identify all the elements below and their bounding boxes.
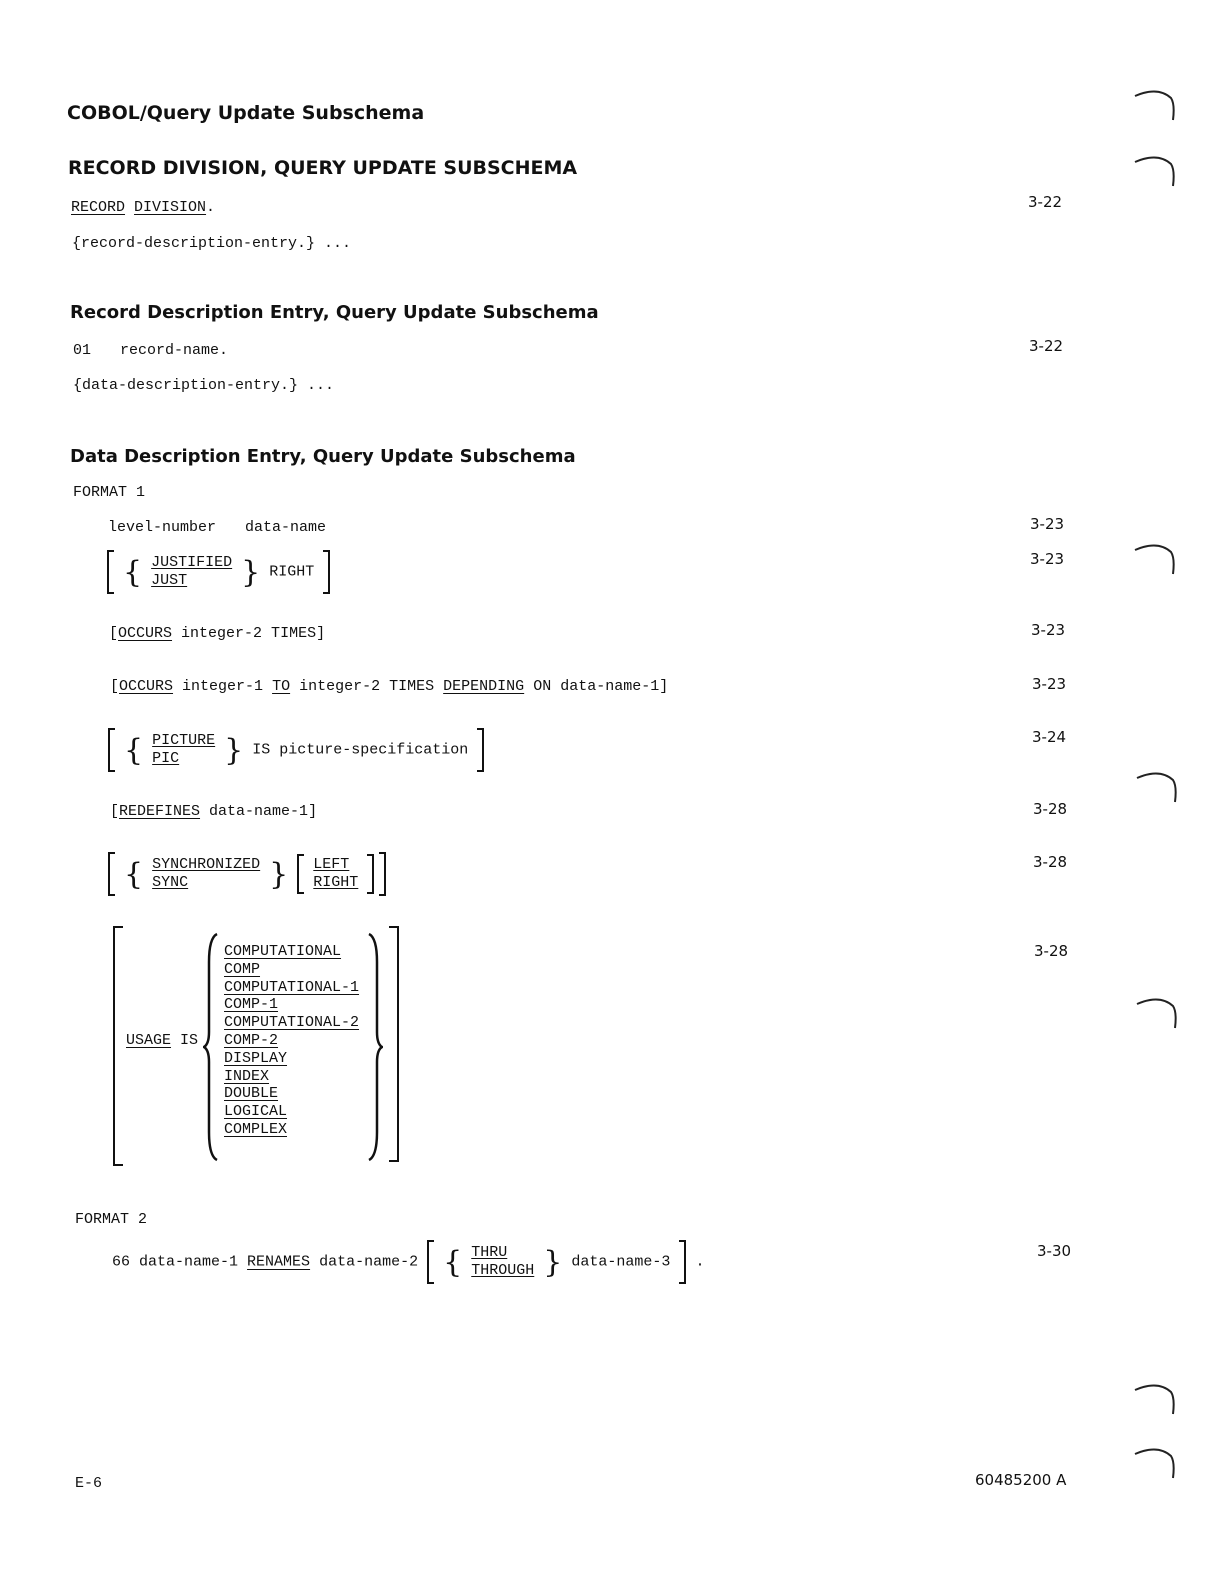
- occurs-clause-1: [109, 625, 325, 642]
- open-brace: {: [124, 856, 144, 892]
- record-division-line: [71, 199, 215, 216]
- picture-clause: [108, 728, 484, 772]
- usage-option: DOUBLE: [224, 1085, 279, 1103]
- thru-options: [471, 1244, 534, 1280]
- left-right-options: [313, 856, 358, 892]
- binder-ring-icon: [1133, 1444, 1178, 1484]
- usage-close-bracket: [389, 926, 399, 1162]
- usage-option: COMPUTATIONAL-2: [224, 1014, 360, 1032]
- ref-sync: 3-28: [1033, 853, 1068, 871]
- integer-2-times: integer-2 TIMES: [299, 678, 435, 695]
- justified-keyword: JUSTIFIED: [151, 554, 233, 571]
- usage-option: COMP-2: [224, 1031, 279, 1049]
- on-data-name: ON data-name-1]: [533, 678, 669, 695]
- level-number-line: [108, 519, 326, 536]
- synchronized-keyword: SYNCHRONIZED: [152, 856, 261, 873]
- is-keyword: IS: [180, 1032, 199, 1049]
- footer-document-number: 60485200 A: [975, 1471, 1067, 1489]
- close-bracket: [679, 1240, 686, 1284]
- usage-options: [224, 943, 359, 1139]
- depending-keyword: DEPENDING: [443, 678, 525, 695]
- usage-keywords: [126, 1032, 198, 1049]
- open-bracket: [108, 728, 115, 772]
- level-01: 01: [73, 342, 92, 359]
- ref-usage: 3-28: [1034, 942, 1069, 960]
- binder-ring-icon: [1133, 540, 1178, 580]
- open-brace: {: [124, 732, 144, 768]
- open-bracket: [108, 852, 115, 896]
- division-keyword: DIVISION: [134, 199, 207, 216]
- sync-options: [152, 856, 260, 892]
- close-brace: }: [543, 1244, 563, 1280]
- right-keyword: RIGHT: [269, 563, 315, 581]
- just-keyword: JUST: [151, 572, 188, 589]
- format2-label: FORMAT 2: [75, 1211, 148, 1228]
- data-name-3: data-name-3: [571, 1253, 671, 1271]
- binder-ring-icon: [1135, 768, 1180, 808]
- occurs-keyword: OCCURS: [119, 678, 174, 695]
- occurs-keyword: OCCURS: [118, 625, 173, 642]
- to-keyword: TO: [272, 678, 291, 695]
- justified-options: [151, 554, 232, 590]
- open-bracket: [: [110, 803, 120, 820]
- close-bracket: [477, 728, 484, 772]
- data-name: data-name: [245, 519, 327, 536]
- usage-option: DISPLAY: [224, 1049, 288, 1067]
- redefines-keyword: REDEFINES: [119, 803, 201, 820]
- period: .: [206, 199, 216, 216]
- binder-ring-icon: [1133, 152, 1178, 192]
- inner-open-bracket: [297, 854, 304, 894]
- left-keyword: LEFT: [313, 856, 350, 873]
- sync-clause: [108, 852, 386, 896]
- close-brace: }: [224, 732, 244, 768]
- page-title: COBOL/Query Update Subschema: [67, 102, 425, 124]
- binder-ring-icon: [1133, 1380, 1178, 1420]
- occurs-clause-2: [110, 678, 668, 695]
- picture-options: [152, 732, 215, 768]
- ref-occurs-2: 3-23: [1032, 675, 1067, 693]
- usage-option: COMPUTATIONAL: [224, 943, 342, 960]
- usage-option: COMPLEX: [224, 1120, 288, 1138]
- usage-option: COMP: [224, 960, 261, 978]
- open-bracket: [427, 1240, 434, 1284]
- redefines-rest: data-name-1]: [209, 803, 318, 820]
- sync-keyword: SYNC: [152, 874, 189, 891]
- open-brace: {: [443, 1244, 463, 1280]
- integer-1: integer-1: [182, 678, 264, 695]
- data-name-2: data-name-2: [319, 1253, 419, 1271]
- usage-open-brace: [203, 932, 219, 1162]
- ref-record-description: 3-22: [1029, 337, 1064, 355]
- justified-clause: [107, 550, 330, 594]
- thru-keyword: THRU: [471, 1244, 508, 1261]
- open-bracket: [107, 550, 114, 594]
- pic-keyword: PIC: [152, 750, 180, 767]
- usage-option: COMPUTATIONAL-1: [224, 978, 360, 996]
- ref-redefines: 3-28: [1033, 800, 1068, 818]
- section-heading-record-description: Record Description Entry, Query Update Subschema: [70, 302, 599, 323]
- through-keyword: THROUGH: [471, 1262, 535, 1279]
- open-bracket: [: [109, 625, 119, 642]
- binder-ring-icon: [1135, 994, 1180, 1034]
- usage-clause: [113, 926, 403, 1164]
- usage-option: INDEX: [224, 1067, 270, 1085]
- record-keyword: RECORD: [71, 199, 126, 216]
- renames-clause: [112, 1240, 704, 1284]
- ref-renames: 3-30: [1037, 1242, 1072, 1260]
- usage-open-bracket: [113, 926, 123, 1166]
- level-number: level-number: [108, 519, 217, 536]
- close-bracket: [323, 550, 330, 594]
- picture-keyword: PICTURE: [152, 732, 216, 749]
- ref-picture: 3-24: [1032, 728, 1067, 746]
- period: .: [695, 1253, 705, 1271]
- ref-justified: 3-23: [1030, 550, 1065, 568]
- usage-option: COMP-1: [224, 996, 279, 1014]
- section-heading-data-description: Data Description Entry, Query Update Subschema: [70, 446, 576, 467]
- right-keyword: RIGHT: [313, 874, 359, 891]
- ref-level-number: 3-23: [1030, 515, 1065, 533]
- open-brace: {: [123, 554, 143, 590]
- picture-spec: IS picture-specification: [252, 741, 469, 759]
- footer-page-number: E-6: [75, 1475, 103, 1492]
- usage-option: LOGICAL: [224, 1103, 288, 1121]
- record-name-line: [73, 342, 228, 359]
- open-bracket: [: [110, 678, 120, 695]
- level-66-data-name-1: 66 data-name-1: [112, 1253, 239, 1271]
- close-brace: }: [269, 856, 289, 892]
- usage-keyword: USAGE: [126, 1032, 172, 1049]
- record-description-entry-line: {record-description-entry.} ...: [72, 235, 352, 252]
- format1-label: FORMAT 1: [73, 484, 146, 501]
- occurs-rest: integer-2 TIMES]: [181, 625, 326, 642]
- binder-ring-icon: [1133, 86, 1178, 126]
- section-heading-record-division: RECORD DIVISION, QUERY UPDATE SUBSCHEMA: [68, 157, 578, 179]
- renames-keyword: RENAMES: [247, 1253, 311, 1271]
- usage-close-brace: [367, 932, 383, 1162]
- data-description-entry-line: {data-description-entry.} ...: [73, 377, 335, 394]
- close-bracket: [379, 852, 386, 896]
- redefines-clause: [110, 803, 317, 820]
- ref-record-division: 3-22: [1028, 193, 1063, 211]
- inner-close-bracket: [367, 854, 374, 894]
- record-name: record-name.: [120, 342, 229, 359]
- ref-occurs-1: 3-23: [1031, 621, 1066, 639]
- close-brace: }: [241, 554, 261, 590]
